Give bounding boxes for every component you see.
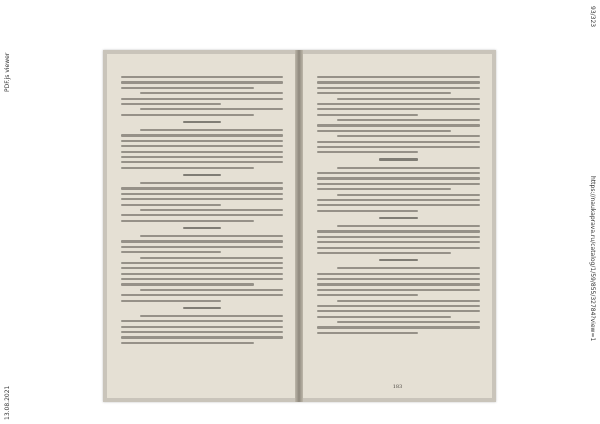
- right-page-number: 183: [392, 384, 403, 390]
- viewer-page-counter: 93/323: [589, 6, 596, 28]
- viewer-app-label: PDF.js viewer: [4, 52, 11, 92]
- book-spread-scan: [103, 50, 496, 402]
- right-page: [303, 54, 492, 398]
- viewer-date-label: 13.08.2021: [4, 385, 11, 420]
- right-page-text-block: [317, 76, 480, 337]
- viewer-url-label: https://naukaprava.ru/catalog/1/59/855/32784?view=1: [589, 176, 596, 342]
- left-page-text-block: [121, 76, 283, 347]
- book-gutter: [295, 50, 303, 402]
- left-page: [107, 54, 295, 398]
